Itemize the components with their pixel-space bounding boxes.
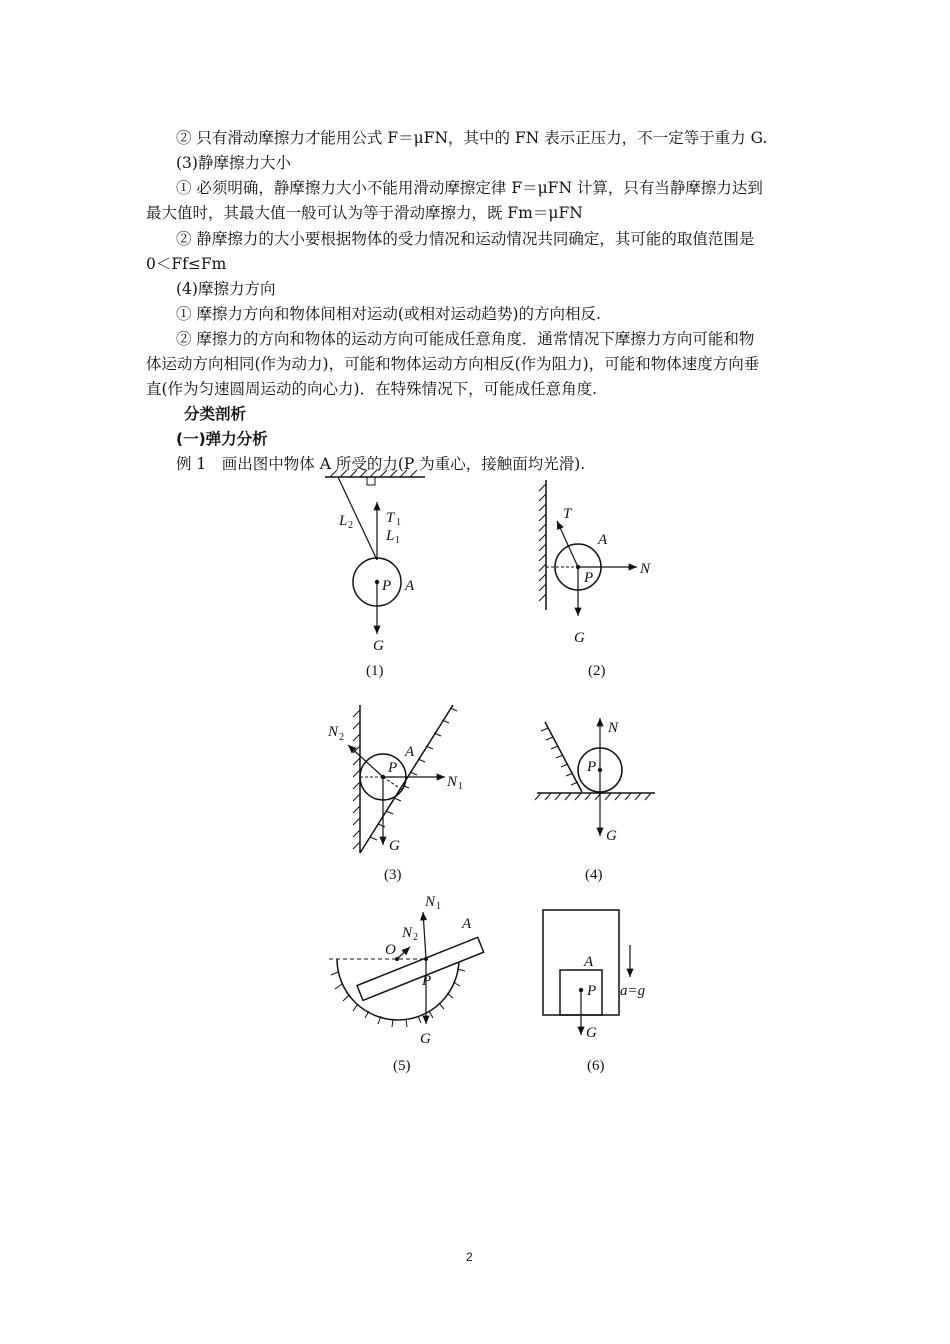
caption-2: (2) (588, 663, 606, 679)
caption-6: (6) (587, 1058, 605, 1074)
label-G: G (586, 1025, 597, 1041)
label-N: N (608, 720, 619, 736)
label-A: A (584, 954, 594, 970)
label-P: P (382, 578, 392, 594)
text-line-1: ② 只有滑动摩擦力才能用公式 F＝μFN，其中的 FN 表示正压力，不一定等于重力 G. (176, 129, 768, 147)
label-A: A (405, 744, 415, 760)
text-line-8: ① 摩擦力方向和物体间相对运动(或相对运动趋势)的方向相反. (176, 305, 601, 323)
text-line-9: ② 摩擦力的方向和物体的运动方向可能成任意角度．通常情况下摩擦力方向可能和物 (176, 330, 755, 348)
text-line-3: ① 必须明确，静摩擦力大小不能用滑动摩擦定律 F＝μFN 计算，只有当静摩擦力达到 (176, 179, 763, 197)
text-line-6: 0＜Ff≤Fm (146, 255, 227, 273)
text-line-5: ② 静摩擦力的大小要根据物体的受力情况和运动情况共同确定，其可能的取值范围是 (176, 230, 755, 248)
example-1-prompt: 例 1 画出图中物体 A 所受的力(P 为重心，接触面均光滑). (176, 455, 586, 473)
text-line-11: 直(作为匀速圆周运动的向心力)．在特殊情况下，可能成任意角度. (146, 380, 598, 398)
section-heading: 分类剖析 (184, 405, 247, 423)
svg-text:1: 1 (395, 535, 400, 546)
label-T: T (563, 506, 572, 522)
label-P: P (584, 570, 594, 586)
caption-5: (5) (393, 1058, 411, 1074)
label-P: P (587, 759, 597, 775)
page-number: 2 (466, 1250, 473, 1264)
text-line-2: (3)静摩擦力大小 (176, 154, 291, 172)
text-line-10: 体运动方向相同(作为动力)，可能和物体运动方向相反(作为阻力)，可能和物体速度方向垂 (146, 355, 760, 373)
svg-text:2: 2 (339, 732, 344, 743)
svg-text:1: 1 (396, 517, 401, 528)
label-P: P (388, 760, 398, 776)
label-G: G (389, 838, 400, 854)
figure-3 (320, 700, 470, 860)
label-A: A (598, 532, 608, 548)
label-N2: N (402, 925, 413, 941)
svg-text:2: 2 (413, 932, 418, 943)
caption-1: (1) (366, 663, 384, 679)
label-A: A (462, 916, 472, 932)
label-N: N (640, 561, 651, 577)
label-G: G (606, 828, 617, 844)
label-O: O (385, 942, 396, 958)
label-N2: N (328, 724, 339, 740)
label-A: A (405, 578, 415, 594)
label-T1: T (386, 510, 395, 526)
label-G: G (574, 630, 585, 646)
figure-2 (535, 478, 665, 648)
svg-text:2: 2 (348, 520, 353, 531)
label-L2: L (339, 513, 348, 529)
figure-6 (540, 905, 665, 1045)
subsection-heading: (一)弹力分析 (176, 430, 268, 448)
text-line-7: (4)摩擦力方向 (176, 280, 276, 298)
label-N1: N (425, 894, 436, 910)
svg-text:1: 1 (436, 901, 441, 912)
figure-5 (325, 892, 480, 1052)
label-L1: L (386, 528, 395, 544)
label-G: G (420, 1031, 431, 1047)
label-G: G (373, 638, 384, 654)
caption-3: (3) (384, 867, 402, 883)
label-P: P (422, 973, 432, 989)
figure-1 (315, 472, 445, 657)
figure-4 (535, 712, 660, 852)
text-line-4: 最大值时，其最大值一般可认为等于滑动摩擦力，既 Fm＝μFN (146, 204, 583, 222)
label-P: P (587, 983, 597, 999)
svg-text:1: 1 (458, 781, 463, 792)
caption-4: (4) (585, 867, 603, 883)
label-N1: N (447, 774, 458, 790)
label-a-equals-g: a=g (620, 983, 646, 999)
